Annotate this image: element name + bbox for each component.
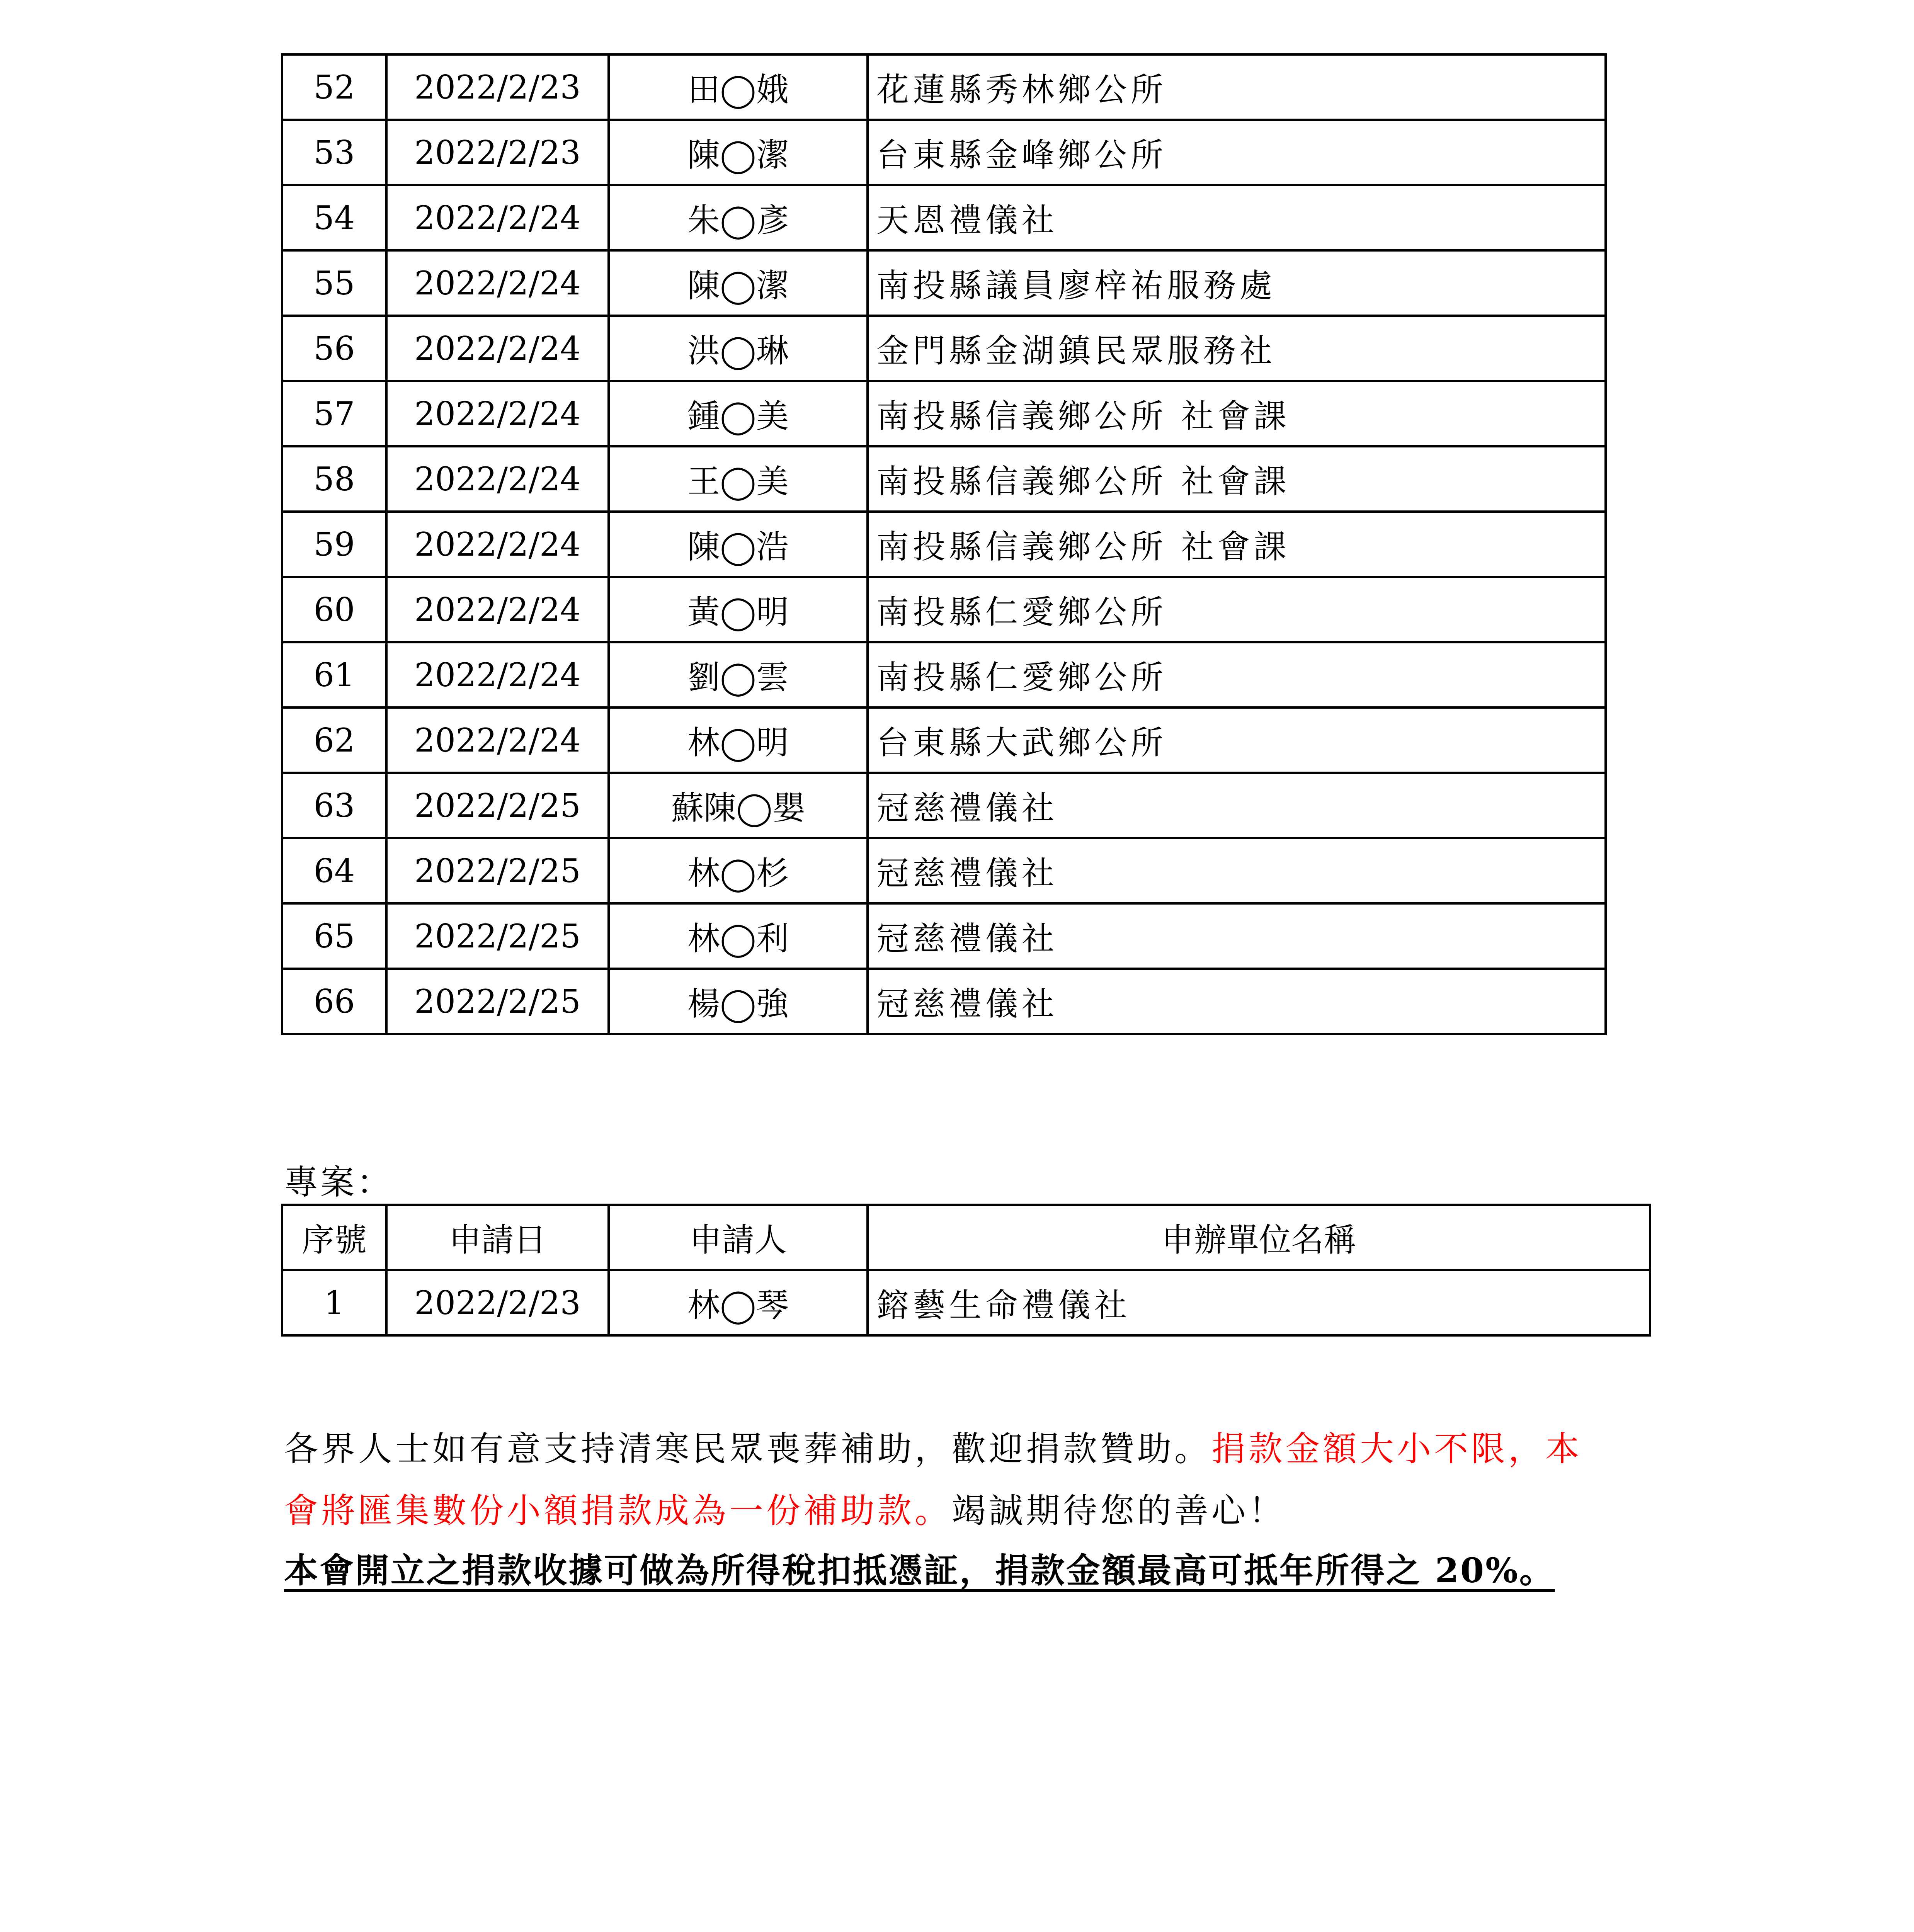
table-row (282, 903, 1606, 969)
cell-unit: 台東縣大武鄉公所 (868, 707, 1606, 773)
cell-date: 2022/2/24 (386, 250, 609, 316)
cell-unit: 鎔藝生命禮儀社 (868, 1270, 1650, 1335)
cell-unit: 南投縣信義鄉公所 社會課 (868, 512, 1606, 577)
appeal-line-1 (284, 1422, 1582, 1471)
cell-serial: 62 (282, 707, 386, 773)
header-applicant: 申請人 (609, 1205, 868, 1270)
cell-unit: 南投縣信義鄉公所 社會課 (868, 446, 1606, 512)
cell-unit: 冠慈禮儀社 (868, 838, 1606, 903)
cell-serial: 61 (282, 642, 386, 707)
cell-serial: 59 (282, 512, 386, 577)
appeal-line-2-text: 竭誠期待您的善心！ (952, 1491, 1286, 1531)
table-row (282, 381, 1606, 446)
cell-applicant: 田◯娥 (609, 54, 868, 120)
special-caption: 專案： (284, 1162, 393, 1202)
cell-date: 2022/2/24 (386, 446, 609, 512)
cell-applicant: 蘇陳◯嬰 (609, 773, 868, 838)
table-row (282, 446, 1606, 512)
cell-unit: 花蓮縣秀林鄉公所 (868, 54, 1606, 120)
cell-serial: 63 (282, 773, 386, 838)
table-row (282, 250, 1606, 316)
appeal-line-2-highlight: 會將匯集數份小額捐款成為一份補助款。 (284, 1491, 952, 1531)
cell-applicant: 鍾◯美 (609, 381, 868, 446)
appeal-line-1-highlight: 捐款金額大小不限，本 (1211, 1429, 1583, 1469)
cell-applicant: 林◯杉 (609, 838, 868, 903)
cell-unit: 冠慈禮儀社 (868, 969, 1606, 1034)
cell-date: 2022/2/25 (386, 969, 609, 1034)
table-row (282, 838, 1606, 903)
cell-date: 2022/2/23 (386, 54, 609, 120)
cell-unit: 南投縣仁愛鄉公所 (868, 642, 1606, 707)
cell-applicant: 洪◯琳 (609, 316, 868, 381)
header-date: 申請日 (386, 1205, 609, 1270)
cell-applicant: 朱◯彥 (609, 185, 868, 250)
applicant-list-body (282, 54, 1606, 1034)
cell-serial: 57 (282, 381, 386, 446)
cell-date: 2022/2/24 (386, 642, 609, 707)
cell-applicant: 黃◯明 (609, 577, 868, 642)
cell-serial: 65 (282, 903, 386, 969)
table-row (282, 185, 1606, 250)
cell-serial: 53 (282, 120, 386, 185)
cell-date: 2022/2/24 (386, 577, 609, 642)
cell-serial: 54 (282, 185, 386, 250)
cell-applicant: 陳◯潔 (609, 120, 868, 185)
table-row (282, 577, 1606, 642)
cell-applicant: 林◯琴 (609, 1270, 868, 1335)
cell-serial: 55 (282, 250, 386, 316)
table-row (282, 512, 1606, 577)
cell-date: 2022/2/23 (386, 1270, 609, 1335)
cell-serial: 64 (282, 838, 386, 903)
table-row (282, 707, 1606, 773)
cell-applicant: 楊◯強 (609, 969, 868, 1034)
cell-applicant: 劉◯雲 (609, 642, 868, 707)
special-project-table (281, 1204, 1651, 1337)
cell-applicant: 林◯明 (609, 707, 868, 773)
applicant-list-table (281, 53, 1607, 1035)
cell-serial: 52 (282, 54, 386, 120)
cell-serial: 66 (282, 969, 386, 1034)
cell-applicant: 陳◯浩 (609, 512, 868, 577)
cell-date: 2022/2/25 (386, 838, 609, 903)
cell-unit: 金門縣金湖鎮民眾服務社 (868, 316, 1606, 381)
special-project-body (282, 1270, 1650, 1335)
table-row (282, 773, 1606, 838)
table-row (282, 316, 1606, 381)
cell-date: 2022/2/25 (386, 903, 609, 969)
cell-serial: 60 (282, 577, 386, 642)
special-header-row (282, 1205, 1650, 1270)
table-row (282, 1270, 1650, 1335)
cell-date: 2022/2/24 (386, 512, 609, 577)
table-row (282, 120, 1606, 185)
appeal-line-1-text: 各界人士如有意支持清寒民眾喪葬補助，歡迎捐款贊助。 (284, 1429, 1212, 1469)
cell-applicant: 王◯美 (609, 446, 868, 512)
table-row (282, 969, 1606, 1034)
table-row (282, 642, 1606, 707)
cell-date: 2022/2/23 (386, 120, 609, 185)
cell-unit: 南投縣議員廖梓祐服務處 (868, 250, 1606, 316)
cell-unit: 冠慈禮儀社 (868, 903, 1606, 969)
cell-date: 2022/2/24 (386, 185, 609, 250)
cell-date: 2022/2/25 (386, 773, 609, 838)
tax-deduction-note: 本會開立之捐款收據可做為所得稅扣抵憑証，捐款金額最高可抵年所得之 20%。 (284, 1550, 1555, 1590)
cell-serial: 58 (282, 446, 386, 512)
cell-unit: 南投縣仁愛鄉公所 (868, 577, 1606, 642)
cell-unit: 天恩禮儀社 (868, 185, 1606, 250)
cell-serial: 1 (282, 1270, 386, 1335)
cell-unit: 冠慈禮儀社 (868, 773, 1606, 838)
cell-serial: 56 (282, 316, 386, 381)
cell-applicant: 林◯利 (609, 903, 868, 969)
header-unit: 申辦單位名稱 (868, 1205, 1650, 1270)
header-serial: 序號 (282, 1205, 386, 1270)
cell-date: 2022/2/24 (386, 381, 609, 446)
cell-unit: 台東縣金峰鄉公所 (868, 120, 1606, 185)
cell-date: 2022/2/24 (386, 707, 609, 773)
cell-date: 2022/2/24 (386, 316, 609, 381)
cell-unit: 南投縣信義鄉公所 社會課 (868, 381, 1606, 446)
cell-applicant: 陳◯潔 (609, 250, 868, 316)
appeal-line-2 (284, 1484, 1286, 1532)
table-row (282, 54, 1606, 120)
